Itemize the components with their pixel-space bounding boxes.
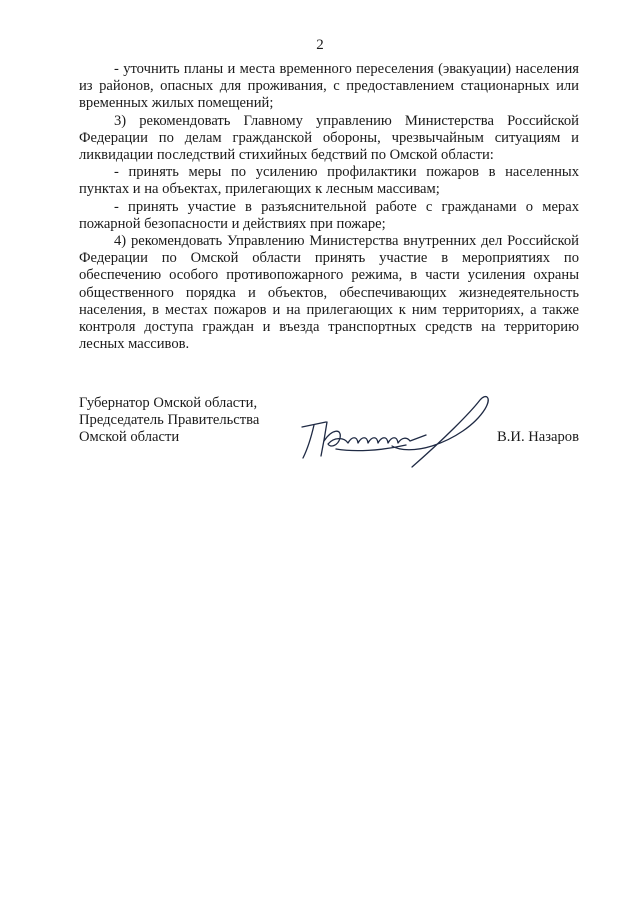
- signatory-title-line: Губернатор Омской области,: [79, 395, 258, 411]
- handwritten-signature: [294, 391, 494, 473]
- document-body: [79, 61, 579, 353]
- signatory-title: [79, 395, 259, 447]
- signatory-title-line: Омской области: [79, 429, 180, 446]
- paragraph-evacuation-plans: - уточнить планы и места временного переселения (эвакуации) населения из районов, опасных для проживания, с предоставлением стационарных или временных жилых помещений;: [79, 61, 579, 112]
- paragraph-fire-prevention-measures: - принять меры по усилению профилактики пожаров в населенных пунктах и на объектах, прилегающих к лесным массивам;: [79, 164, 579, 198]
- signatory-name: В.И. Назаров: [497, 429, 579, 445]
- paragraph-explanatory-work: - принять участие в разъяснительной работе с гражданами о мерах пожарной безопасности и действиях при пожаре;: [79, 198, 579, 232]
- page-number: 2: [316, 37, 324, 53]
- signature-block: [79, 395, 579, 475]
- paragraph-recommend-internal-affairs: 4) рекомендовать Управлению Министерства внутренних дел Российской Федерации по Омской области принять участие в мероприятиях по обеспечению особого противопожарного режима, в части усиления охраны общественного порядка и объектов, обеспечивающих жизнедеятельность населения, в местах пожаров и на прилегающих к ним территориях, а также контроля доступа граждан и въезда транспортных средств на территорию лесных массивов.: [79, 233, 579, 353]
- signatory-title-line: Председатель Правительства: [79, 412, 260, 429]
- paragraph-recommend-emergency-ministry: 3) рекомендовать Главному управлению Министерства Российской Федерации по делам гражданской обороны, чрезвычайным ситуациям и ликвидации последствий стихийных бедствий по Омской области:: [79, 112, 579, 164]
